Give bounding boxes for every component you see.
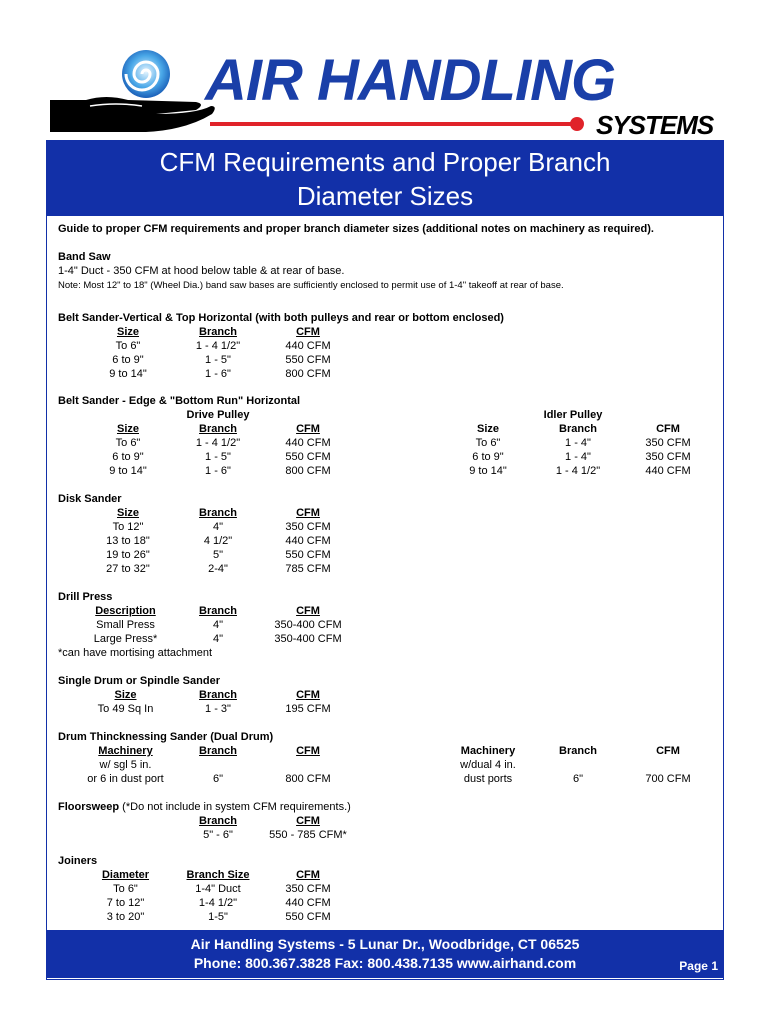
- section-title: Single Drum or Spindle Sander: [58, 675, 220, 687]
- table-row: [58, 896, 358, 910]
- section-band-saw: [58, 250, 718, 293]
- col-branch: Branch: [559, 745, 597, 757]
- table-belt-vertical: [58, 325, 358, 381]
- cell: 550 CFM: [285, 911, 331, 923]
- section-title: Drum Thincknessing Sander (Dual Drum): [58, 731, 274, 743]
- cell: To 6": [475, 437, 501, 449]
- col-cfm: CFM: [296, 507, 320, 519]
- col-branch: Branch: [199, 423, 237, 435]
- cell: 440 CFM: [285, 340, 331, 352]
- table-row: [58, 882, 358, 896]
- cell: 4 1/2": [203, 535, 233, 547]
- footer-address: Air Handling Systems - 5 Lunar Dr., Woodbridge, CT 06525: [190, 936, 580, 952]
- table-header-row: [58, 814, 358, 828]
- section-title: Joiners: [58, 855, 98, 867]
- cell: 4": [212, 521, 224, 533]
- cell: 1-5": [208, 911, 228, 923]
- table-row: [58, 367, 358, 381]
- cell: dust ports: [463, 773, 513, 785]
- col-cfm: CFM: [656, 423, 680, 435]
- cell: 9 to 14": [109, 368, 147, 380]
- cell: 7 to 12": [106, 897, 145, 909]
- cell: 6": [572, 773, 584, 785]
- section-joiners: [58, 854, 718, 923]
- cell: 350 CFM: [285, 521, 331, 533]
- col-branch: Branch: [199, 689, 237, 701]
- col-description: Description: [95, 605, 156, 617]
- cell: 9 to 14": [109, 465, 147, 477]
- col-size: Size: [116, 507, 139, 519]
- footer-contact: Phone: 800.367.3828 Fax: 800.438.7135 www.airhand.com: [193, 955, 577, 971]
- cell: To 6": [115, 340, 141, 352]
- table-row: [58, 436, 718, 450]
- table-row: [58, 339, 358, 353]
- content: [58, 222, 718, 923]
- idler-pulley-label: Idler Pulley: [543, 409, 603, 421]
- col-size: Size: [116, 423, 139, 435]
- cell: 27 to 32": [106, 563, 150, 575]
- col-branch-size: Branch Size: [186, 869, 250, 881]
- table-drill: [58, 604, 358, 646]
- cell: 6": [212, 773, 224, 785]
- table-row: [58, 910, 358, 924]
- col-size: Size: [116, 326, 139, 338]
- table-row: [58, 450, 718, 464]
- table-header-row: [58, 604, 358, 618]
- col-cfm: CFM: [296, 423, 320, 435]
- brand-name: AIR HANDLING: [205, 48, 616, 113]
- table-header-row: [58, 422, 718, 436]
- cell: 550 - 785 CFM*: [269, 829, 347, 841]
- table-belt-edge: [58, 408, 718, 478]
- cell: 350 CFM: [645, 451, 691, 463]
- cell: 350 CFM: [285, 883, 331, 895]
- band-saw-note: Note: Most 12" to 18" (Wheel Dia.) band saw bases are sufficiently enclosed to permit use of 1-4" takeoff at rear of base.: [58, 280, 564, 291]
- table-row: [58, 464, 718, 478]
- section-title: Belt Sander - Edge & "Bottom Run" Horizontal: [58, 395, 301, 407]
- cell: 1-4" Duct: [195, 883, 241, 895]
- col-branch: Branch: [199, 815, 237, 827]
- section-title: Belt Sander-Vertical & Top Horizontal (with both pulleys and rear or bottom enclosed): [58, 312, 504, 324]
- cell: 1 - 6": [205, 368, 231, 380]
- table-row: [58, 632, 358, 646]
- cell: 350-400 CFM: [274, 619, 342, 631]
- cell: 1 - 5": [205, 451, 231, 463]
- cell: 3 to 20": [106, 911, 145, 923]
- brand-sub: SYSTEMS: [596, 110, 714, 140]
- table-single-drum: [58, 688, 358, 716]
- table-row: [58, 534, 358, 548]
- table-drum: [58, 744, 718, 786]
- cell: 1 - 6": [205, 465, 231, 477]
- subheader-row: [58, 408, 718, 422]
- section-drill-press: [58, 590, 718, 659]
- footer-band: [46, 930, 724, 978]
- cell: 4": [212, 619, 224, 631]
- section-floorsweep: [58, 800, 718, 841]
- title-banner: [46, 140, 724, 216]
- floor-title: Floorsweep: [58, 801, 120, 813]
- cell: 440 CFM: [285, 437, 331, 449]
- cell: 1 - 4 1/2": [195, 437, 241, 449]
- cell: w/dual 4 in.: [460, 759, 516, 771]
- intro-text: Guide to proper CFM requirements and proper branch diameter sizes (additional notes on machinery as required).: [58, 223, 654, 235]
- section-disk-sander: [58, 492, 718, 575]
- section-title: Band Saw: [58, 251, 111, 263]
- section-drum-sander: [58, 730, 718, 785]
- cell: 800 CFM: [285, 465, 331, 477]
- cell: or 6 in dust port: [87, 773, 164, 785]
- table-header-row: [58, 325, 358, 339]
- cell: 6 to 9": [112, 354, 144, 366]
- cell: 9 to 14": [469, 465, 507, 477]
- page-title: [46, 140, 724, 213]
- table-header-row: [58, 506, 358, 520]
- col-cfm: CFM: [296, 745, 320, 757]
- section-title: [58, 800, 718, 814]
- cell: 350 CFM: [645, 437, 691, 449]
- col-size: Size: [476, 423, 499, 435]
- col-machinery: Machinery: [98, 745, 153, 757]
- table-row: [58, 618, 358, 632]
- cell: 440 CFM: [285, 897, 331, 909]
- col-branch: Branch: [199, 745, 237, 757]
- table-row: [58, 562, 358, 576]
- drill-note: *can have mortising attachment: [58, 647, 213, 659]
- cell: 195 CFM: [285, 703, 331, 715]
- cell: 1-4 1/2": [198, 897, 238, 909]
- table-row: [58, 772, 718, 786]
- col-size: Size: [114, 689, 137, 701]
- cell: 1 - 3": [205, 703, 231, 715]
- col-cfm: CFM: [296, 605, 320, 617]
- cell: 550 CFM: [285, 549, 331, 561]
- col-cfm: CFM: [296, 326, 320, 338]
- hand-swirl-icon: [46, 48, 216, 140]
- band-saw-line: 1-4" Duct - 350 CFM at hood below table & at rear of base.: [58, 265, 345, 277]
- cell: 13 to 18": [106, 535, 150, 547]
- col-branch: Branch: [559, 423, 597, 435]
- table-floorsweep: [58, 814, 358, 842]
- cell: Large Press*: [93, 633, 158, 645]
- cell: 5" - 6": [203, 829, 233, 841]
- title-line-1: CFM Requirements and Proper Branch: [159, 147, 611, 177]
- col-machinery: Machinery: [460, 745, 516, 757]
- cell: 440 CFM: [285, 535, 331, 547]
- section-title: Disk Sander: [58, 493, 122, 505]
- cell: 800 CFM: [285, 773, 331, 785]
- table-row: [58, 702, 358, 716]
- cell: To 49 Sq In: [97, 703, 154, 715]
- col-branch: Branch: [199, 326, 237, 338]
- cell: 1 - 4 1/2": [555, 465, 601, 477]
- cell: 6 to 9": [472, 451, 504, 463]
- col-branch: Branch: [199, 507, 237, 519]
- cell: 700 CFM: [645, 773, 691, 785]
- cell: To 6": [113, 883, 138, 895]
- section-belt-edge: [58, 394, 718, 477]
- table-header-row: [58, 688, 358, 702]
- section-single-drum: [58, 674, 718, 715]
- cell: 1 - 4": [565, 437, 591, 449]
- cell: 1 - 4": [565, 451, 591, 463]
- brand-underline: [210, 122, 576, 126]
- col-cfm: CFM: [296, 689, 320, 701]
- cell: Small Press: [96, 619, 155, 631]
- table-header-row: [58, 744, 718, 758]
- cell: 785 CFM: [285, 563, 331, 575]
- col-cfm: CFM: [656, 745, 680, 757]
- table-disk: [58, 506, 358, 576]
- page-number: Page 1: [679, 959, 718, 973]
- cell: w/ sgl 5 in.: [99, 759, 152, 771]
- table-row: [58, 353, 358, 367]
- table-joiners: [58, 868, 358, 924]
- cell: 550 CFM: [285, 451, 331, 463]
- cell: 550 CFM: [285, 354, 331, 366]
- table-row: [58, 828, 358, 842]
- table-row: [58, 520, 358, 534]
- title-line-2: Diameter Sizes: [296, 181, 474, 211]
- table-header-row: [58, 868, 358, 882]
- cell: 1 - 5": [205, 354, 231, 366]
- col-cfm: CFM: [296, 869, 320, 881]
- cell: To 6": [115, 437, 141, 449]
- floor-title-note: (*Do not include in system CFM requirements.): [119, 801, 351, 813]
- cell: 5": [212, 549, 224, 561]
- col-branch: Branch: [199, 605, 237, 617]
- cell: 800 CFM: [285, 368, 331, 380]
- cell: To 12": [112, 521, 144, 533]
- cell: 19 to 26": [106, 549, 150, 561]
- brand-dot: [570, 117, 584, 131]
- section-belt-vertical: [58, 311, 718, 380]
- table-row: [58, 548, 358, 562]
- cell: 1 - 4 1/2": [195, 340, 241, 352]
- section-title: Drill Press: [58, 591, 113, 603]
- cell: 6 to 9": [112, 451, 144, 463]
- col-diameter: Diameter: [101, 869, 150, 881]
- col-cfm: CFM: [296, 815, 320, 827]
- cell: 440 CFM: [645, 465, 691, 477]
- cell: 2-4": [208, 563, 228, 575]
- cell: 350-400 CFM: [274, 633, 342, 645]
- cell: 4": [212, 633, 224, 645]
- table-row: [58, 758, 718, 772]
- drive-pulley-label: Drive Pulley: [186, 409, 250, 421]
